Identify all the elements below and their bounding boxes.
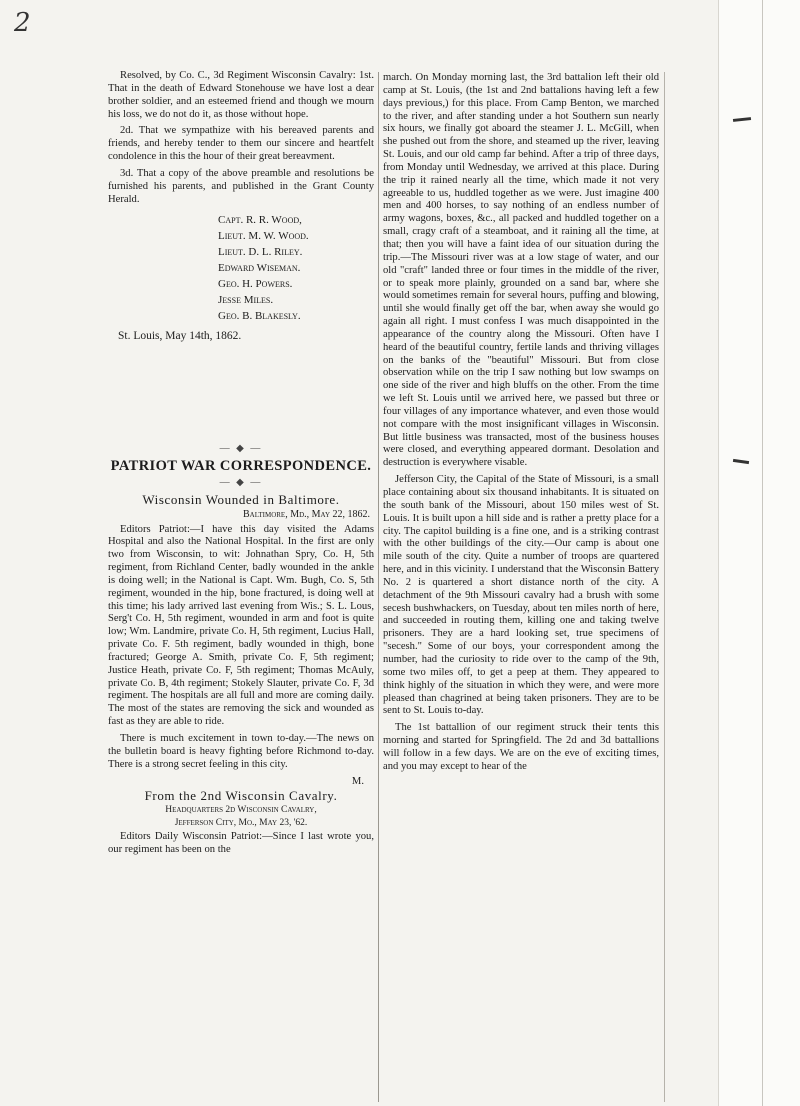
signer: Geo. B. Blakesly. [218, 310, 301, 323]
headquarters-line: Jefferson City, Mo., May 23, '62. [174, 818, 308, 829]
separator-ornament: — ◆ — [219, 443, 263, 455]
left-column [108, 70, 374, 861]
resolution-dateline: St. Louis, May 14th, 1862. [118, 330, 242, 343]
letter-dateline: Baltimore, Md., May 22, 1862. [243, 508, 370, 520]
signer: Lieut. M. W. Wood. [218, 230, 309, 243]
separator-ornament: — ◆ — [219, 476, 263, 488]
letter-opening: Editors Daily Wisconsin Patriot:—Since I last wrote you, our regiment has been on the [108, 831, 374, 856]
column-divider [378, 72, 379, 1102]
page-margin [718, 0, 800, 1106]
resolution-1: Resolved, by Co. C., 3d Regiment Wisconsin Cavalry: 1st. That in the death of Edward Stonehouse we have lost a dear brother soldier, and an esteemed friend and though we mourn his loss, we do not do it, as those without hope. [108, 70, 374, 120]
handwritten-page-number: 2 [14, 8, 31, 38]
signer: Jesse Miles. [218, 294, 274, 307]
signer: Lieut. D. L. Riley. [218, 246, 303, 259]
signer: Edward Wiseman. [218, 262, 301, 275]
article-paragraph: Jefferson City, the Capital of the State of Missouri, is a small place containing about six thousand inhabitants. It is situated on the south bank of the Missouri, about 150 miles west of St. Louis. It is built upon a hill side and is rather a pretty place for a city. The capitol building is a fine one, and is a striking contrast with the other buildings of the city.—Our camp is about one mile south of the city. Quite a number of troops are quartered here, and in this vicinity. I understand that the Wisconsin Battery No. 2 is quartered a short distance north of the city. A detachment of the 9th Missouri cavalry had a brush with some secesh bushwhackers, on Tuesday, about ten miles north of here, and succeeded in routing them, killing one and taking twelve prisoners. They are a hard looking set, true specimens of "secesh." Some of our boys, your correspondent among the number, had the curiosity to ride over to the camp of the 9th, some two miles off, to get a peep at them. They appeared to think highly of the situation in which they were, and were more pleased than chagrined at being taken prisoners. They are to be sent to St. Louis to-day. [383, 474, 659, 717]
resolution-2: 2d. That we sympathize with his bereaved parents and friends, and hereby tender to them our sincere and heartfelt condolence in this the hour of their great bereavment. [108, 125, 374, 163]
column-rule [664, 72, 665, 1102]
letter-signoff: M. [351, 775, 364, 787]
signer: Capt. R. R. Wood, [218, 214, 302, 227]
letter-paragraph: Editors Patriot:—I have this day visited the Adams Hospital and also the National Hospital. In the first are only two from Wisconsin, to wit: Johnathan Spry, Co. H, 5th regiment, from Richland Center, badly wounded in the ankle is doing well; in the National is Capt. Wm. Bugh, Co. S, 5th regiment, wounded in the hip, bone fractured, is doing well at this time; his lady arrived last evening from Wis.; S. L. Lous, Serg't Co. H, 5th regiment, wounded in arm and foot is quite low; Wm. Landmire, private Co. H, 5th regiment, Lucius Hall, private Co. F. 5th regiment, badly wounded in thigh, bone fractured; George A. Smith, private Co. F, 5th regiment; Justice Heath, private Co. F, 5th regiment; Thomas McAuly, private Co. B, 4th regiment; Stokely Slauter, private Co. F, 3d regiment. The hospitals are all full and more are coming daily. The most of the states are removing the sick and wounded as fast as they are able to ride. [108, 523, 374, 728]
article-subhead: Wisconsin Wounded in Baltimore. [142, 491, 340, 507]
fold-line [762, 0, 763, 1106]
section-headline: PATRIOT WAR CORRESPONDENCE. [110, 458, 372, 475]
letter-paragraph: There is much excitement in town to-day.—The news on the bulletin board is heavy fighting before Richmond to-day. There is a strong secret feeling in this city. [108, 733, 374, 770]
signers-list [218, 212, 374, 324]
resolution-3: 3d. That a copy of the above preamble and resolutions be furnished his parents, and published in the Grant County Herald. [108, 167, 374, 205]
right-column [383, 72, 659, 778]
signer: Geo. H. Powers. [218, 278, 293, 291]
article-paragraph: march. On Monday morning last, the 3rd battalion left their old camp at St. Louis, (the 1st and 2nd battalions having left a few days previous,) for this place. From Camp Benton, we marched to the river, and after standing under a hot Southern sun nearly six hours, we finally got aboard the steamer J. L. McGill, when she pushed out from the shore, and steamed up the river, leaving St. Louis, and our old camp far behind. After a trip of three days, from Monday until Wednesday, we arrived at this place. During the trip it rained nearly all the time, which made it not very agreeable to us, huddled together as we were. Just imagine 400 men and 400 horses, to say nothing of an endless number of army wagons, boxes, &c., all packed and huddled together on a small, cragy craft of a steamboat, and it raining all the time, at that; then you will have a faint idea of our situation during the trip.—The Missouri river was at a low stage of water, and our old "craft" landed three or four times in the middle of the river, or to speak more plainly, grounded on a sand bar, where she would sometimes remain for several hours, puffing and blowing, until she would finally get off the bar, when away she would go again all right. I must confess I was much disappointed in the appearance of the country along the Missouri. Often have I heard of the beautiful country, fertile lands and thriving villages on the banks of the "beautiful" Missouri. But from close observation while on the trip I saw nothing but low swamps on one side of the river and high bluffs on the other. From the time we left St. Louis until we arrived here, we passed but three or four villages of any importance whatever, and even those would not compare with the most insignificant villages in Wisconsin. But little business was transacted, most of the business houses were closed, and everything appeared dormant. Desolation and destruction is everywhere visable. [383, 72, 659, 469]
headquarters-line: Headquarters 2d Wisconsin Cavalry, [165, 805, 317, 816]
article-subhead: From the 2nd Wisconsin Cavalry. [144, 788, 338, 804]
article-paragraph: The 1st battallion of our regiment struck their tents this morning and started for Springfield. The 2d and 3d battallions will follow in a few days. We are on the eve of exciting times, and you may except to hear of the [383, 722, 659, 772]
blank-space [108, 343, 374, 439]
